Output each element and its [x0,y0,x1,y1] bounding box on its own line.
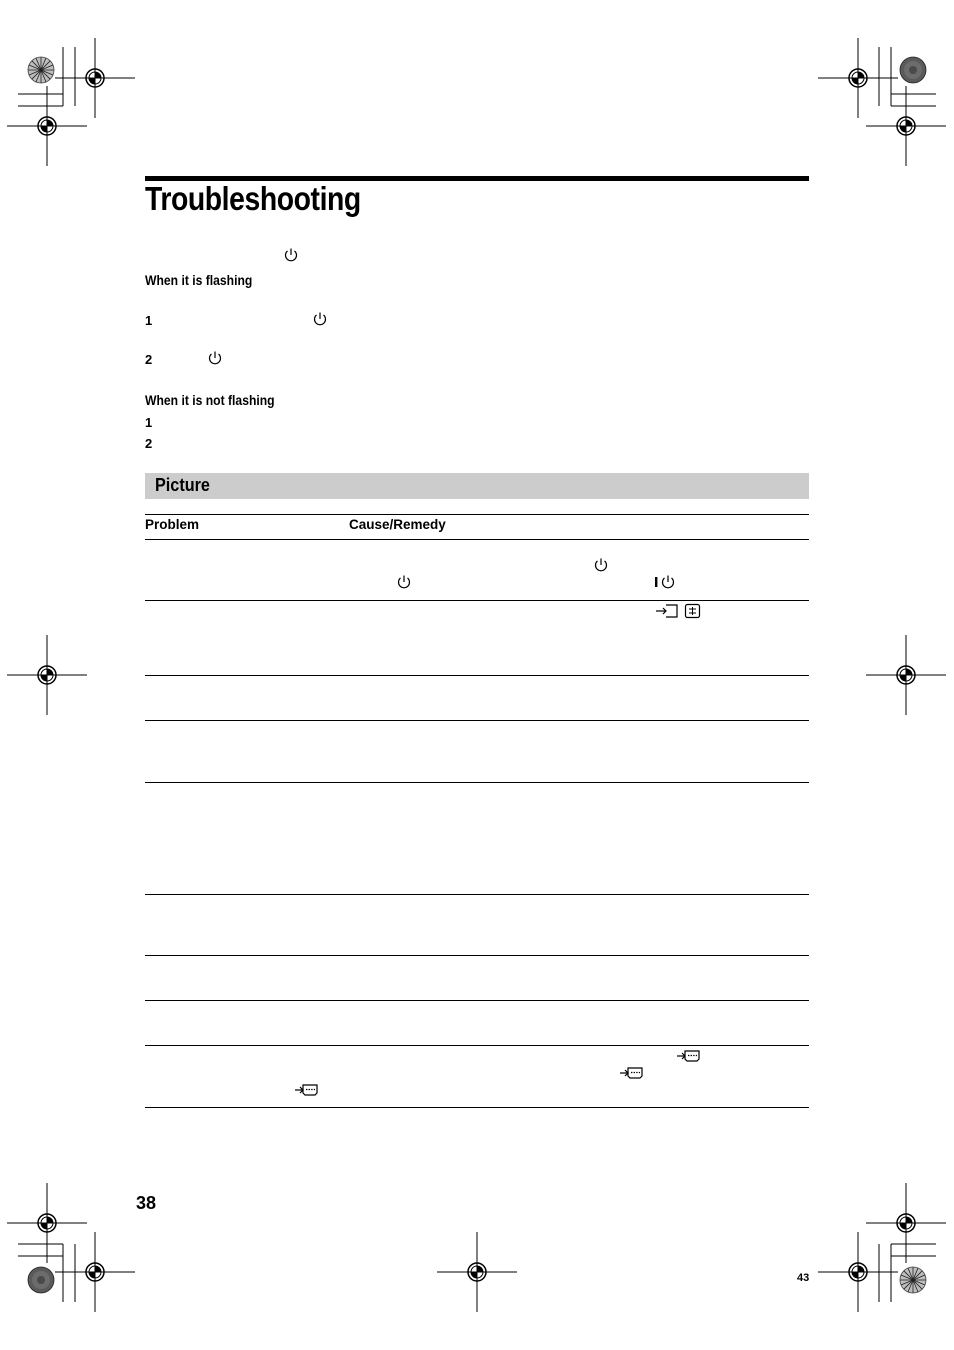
step-number: 2 [145,436,153,451]
section-header-bar [145,473,809,499]
power-standby-icon [312,311,328,327]
teletext-icon [684,603,702,619]
power-switch-icon [654,574,680,590]
not-flashing-heading: When it is not flashing [145,393,275,408]
section-title: Picture [155,475,210,495]
table-top-rule [145,514,809,515]
table-header-rule [145,539,809,540]
sheet-number: 43 [797,1272,810,1284]
table-row-rule [145,1000,809,1001]
input-select-icon [655,603,681,619]
step-number: 1 [145,415,153,430]
table-row-rule [145,600,809,601]
step-number: 2 [145,352,153,367]
column-header-problem: Problem [145,517,200,532]
table-row-rule [145,1045,809,1046]
hdmi-input-icon [294,1082,320,1098]
table-row-rule [145,894,809,895]
page-number: 38 [136,1193,157,1213]
table-row-rule [145,782,809,783]
flashing-heading: When it is flashing [145,273,253,288]
column-header-cause-remedy: Cause/Remedy [349,517,446,532]
table-row-rule [145,955,809,956]
power-standby-icon [396,574,412,590]
power-standby-icon [207,350,223,366]
page-title: Troubleshooting [145,180,361,217]
power-standby-icon [593,557,609,573]
table-bottom-rule [145,1107,809,1108]
power-standby-icon [283,247,299,263]
hdmi-input-icon [619,1065,645,1081]
step-number: 1 [145,313,153,328]
table-row-rule [145,720,809,721]
hdmi-input-icon [676,1048,702,1064]
table-row-rule [145,675,809,676]
